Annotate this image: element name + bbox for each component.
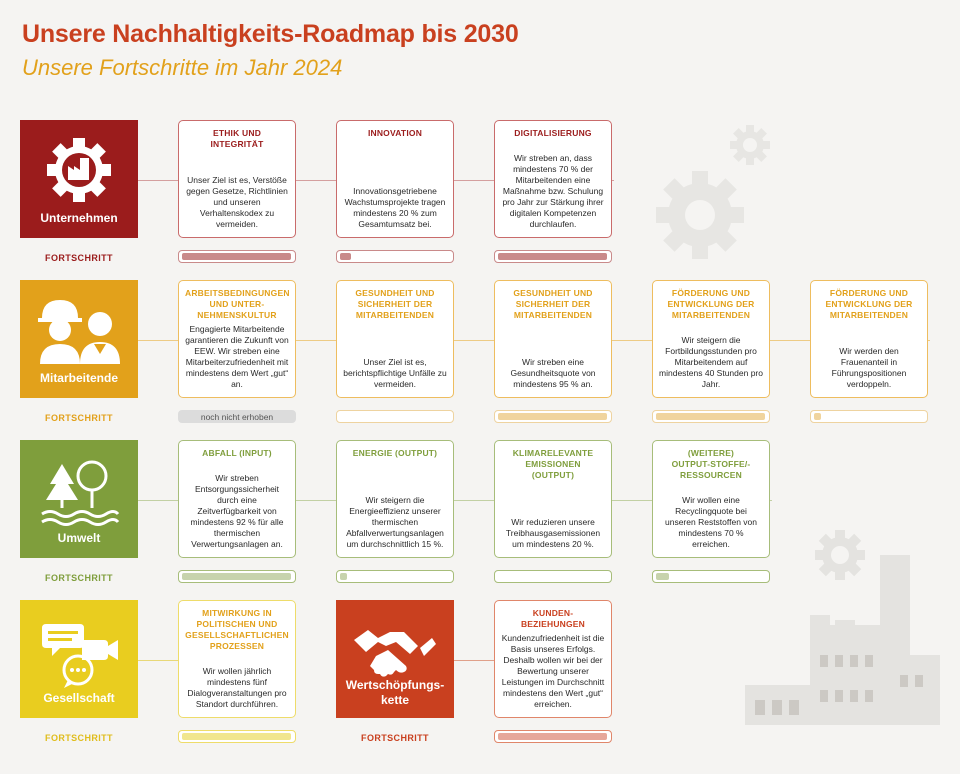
card-title: INNOVATION (367, 128, 423, 138)
progress-fill (656, 413, 765, 420)
card-title: FÖRDERUNG UND ENTWICKLUNG DER MITARBEITENDEN (667, 288, 755, 320)
progress-label: FORTSCHRITT (45, 733, 113, 743)
progress-fill (814, 413, 821, 420)
category-umwelt[interactable] (20, 440, 138, 558)
goal-card-kundenbeziehungen[interactable] (494, 600, 612, 718)
progress-bar (494, 570, 612, 583)
card-body: Wir streben eine Gesundheitsquote von mindestens 95 % an. (510, 357, 596, 389)
category-unternehmen[interactable] (20, 120, 138, 238)
factory-decoration-icon (740, 525, 955, 725)
progress-bar (494, 730, 612, 743)
card-body: Wir streben an, dass mindestens 70 % der Mitarbeitenden eine Maßnahme bzw. Schulung pro Jahr zur Stärkung ihrer digitalen Kompetenzen durchlaufen. (502, 153, 604, 229)
category-wertschoepfungskette[interactable] (336, 600, 454, 718)
category-label: Wertschöpfungs- kette (345, 678, 445, 707)
category-gesellschaft[interactable] (20, 600, 138, 718)
progress-bar (178, 570, 296, 583)
row-connector (454, 660, 494, 661)
progress-label: FORTSCHRITT (45, 573, 113, 583)
progress-label: FORTSCHRITT (45, 413, 113, 423)
card-body: Wir reduzieren unsere Treibhausgasemissionen um mindestens 20 %. (505, 517, 601, 549)
card-title: DIGITALISIERUNG (514, 128, 592, 138)
card-title: ENERGIE (OUTPUT) (352, 448, 438, 458)
progress-bar (178, 250, 296, 263)
goal-card-emissionen[interactable] (494, 440, 612, 558)
progress-bar (810, 410, 928, 423)
progress-fill (340, 573, 347, 580)
card-body: Wir streben Entsorgungssicherheit durch eine Zeitverfügbarkeit von mindestens 92 % für alle thermischen Verwertungsanlagen an. (190, 473, 284, 549)
progress-fill (182, 573, 291, 580)
category-label: Umwelt (57, 531, 101, 545)
speech-bubbles-icon (20, 610, 138, 690)
card-body: Unser Ziel ist es, Verstöße gegen Gesetze, Richtlinien und unseren Verhaltenskodex zu vermeiden. (186, 175, 288, 229)
progress-fill (498, 413, 607, 420)
factory-gear-icon (20, 130, 138, 210)
card-title: FÖRDERUNG UND ENTWICKLUNG DER MITARBEITENDEN (825, 288, 913, 320)
category-label: Gesellschaft (43, 691, 115, 705)
goal-card-ethik[interactable] (178, 120, 296, 238)
card-title: ABFALL (INPUT) (202, 448, 272, 458)
goal-card-frauenanteil[interactable] (810, 280, 928, 398)
card-body: Wir steigern die Energieeffizienz unserer thermischen Abfallverwertungsanlagen um durchschnittlich 15 %. (346, 495, 444, 549)
goal-card-gesundheitsquote[interactable] (494, 280, 612, 398)
row-connector (138, 660, 178, 661)
goal-card-innovation[interactable] (336, 120, 454, 238)
card-title: KLIMARELEVANTE EMISSIONEN (OUTPUT) (512, 448, 594, 480)
card-title: GESUNDHEIT UND SICHERHEIT DER MITARBEITENDEN (355, 288, 435, 320)
workers-icon (20, 290, 138, 370)
progress-bar (494, 250, 612, 263)
page-title: Unsere Nachhaltigkeits-Roadmap bis 2030 (22, 20, 519, 48)
category-mitarbeitende[interactable] (20, 280, 138, 398)
goal-card-arbeitssicherheit[interactable] (336, 280, 454, 398)
page-subtitle: Unsere Fortschritte im Jahr 2024 (22, 55, 343, 80)
card-title: ARBEITSBEDINGUNGEN UND UNTER- NEHMENSKULTUR (185, 288, 290, 320)
card-title: GESUNDHEIT UND SICHERHEIT DER MITARBEITENDEN (513, 288, 593, 320)
card-body: Wir steigern die Fortbildungsstunden pro Mitarbeitendem auf mindestens 40 Stunden pro Jahr. (659, 335, 763, 389)
progress-fill (656, 573, 669, 580)
progress-bar (336, 250, 454, 263)
progress-bar (178, 730, 296, 743)
card-body: Innovationsgetriebene Wachstumsprojekte tragen mindestens 20 % zum Gesamtumsatz bei. (344, 186, 446, 229)
card-title: MITWIRKUNG IN POLITISCHEN UND GESELLSCHAFTLICHEN PROZESSEN (185, 608, 289, 651)
progress-bar-not-collected (178, 410, 296, 423)
card-body: Wir wollen eine Recyclingquote bei unseren Reststoffen von mindestens 70 % erreichen. (665, 495, 757, 549)
category-label: Mitarbeitende (39, 371, 118, 385)
goal-card-energie[interactable] (336, 440, 454, 558)
card-body: Wir wollen jährlich mindestens fünf Dialogveranstaltungen pro Standort durchführen. (187, 666, 287, 709)
goal-card-arbeitsbedingungen[interactable] (178, 280, 296, 398)
goal-card-ressourcen[interactable] (652, 440, 770, 558)
progress-bar (652, 570, 770, 583)
card-body: Wir werden den Frauenanteil in Führungspositionen verdoppeln. (831, 346, 907, 389)
progress-fill (182, 253, 291, 260)
gear-decoration-icon (650, 120, 770, 270)
progress-fill (182, 733, 291, 740)
goal-card-fortbildung[interactable] (652, 280, 770, 398)
progress-fill (340, 253, 351, 260)
category-label: Unternehmen (40, 211, 118, 225)
progress-status-text: noch nicht erhoben (200, 412, 274, 422)
progress-label: FORTSCHRITT (361, 733, 429, 743)
progress-bar (336, 570, 454, 583)
card-body: Unser Ziel ist es, berichtspflichtige Unfälle zu vermeiden. (343, 357, 447, 389)
card-title: KUNDEN- BEZIEHUNGEN (520, 608, 586, 629)
card-title: ETHIK UND INTEGRITÄT (210, 128, 264, 149)
card-title: (WEITERE) OUTPUT-STOFFE/- RESSOURCEN (671, 448, 751, 480)
progress-bar (652, 410, 770, 423)
progress-bar (494, 410, 612, 423)
progress-label: FORTSCHRITT (45, 253, 113, 263)
progress-fill (498, 253, 607, 260)
goal-card-digitalisierung[interactable] (494, 120, 612, 238)
trees-water-icon (20, 450, 138, 530)
progress-bar (336, 410, 454, 423)
card-body: Kundenzufriedenheit ist die Basis unseres Erfolgs. Deshalb wollen wir bei der Bewertung unserer Leistungen im Durchschnitt mindestens den Wert „gut“ erreichen. (501, 633, 605, 709)
progress-fill (498, 733, 607, 740)
goal-card-abfall[interactable] (178, 440, 296, 558)
card-body: Engagierte Mitarbeitende garantieren die Zukunft von EEW. Wir streben eine Mitarbeiterzufriedenheit mit mindestens dem Wert „gut“ an. (185, 324, 289, 389)
goal-card-mitwirkung[interactable] (178, 600, 296, 718)
